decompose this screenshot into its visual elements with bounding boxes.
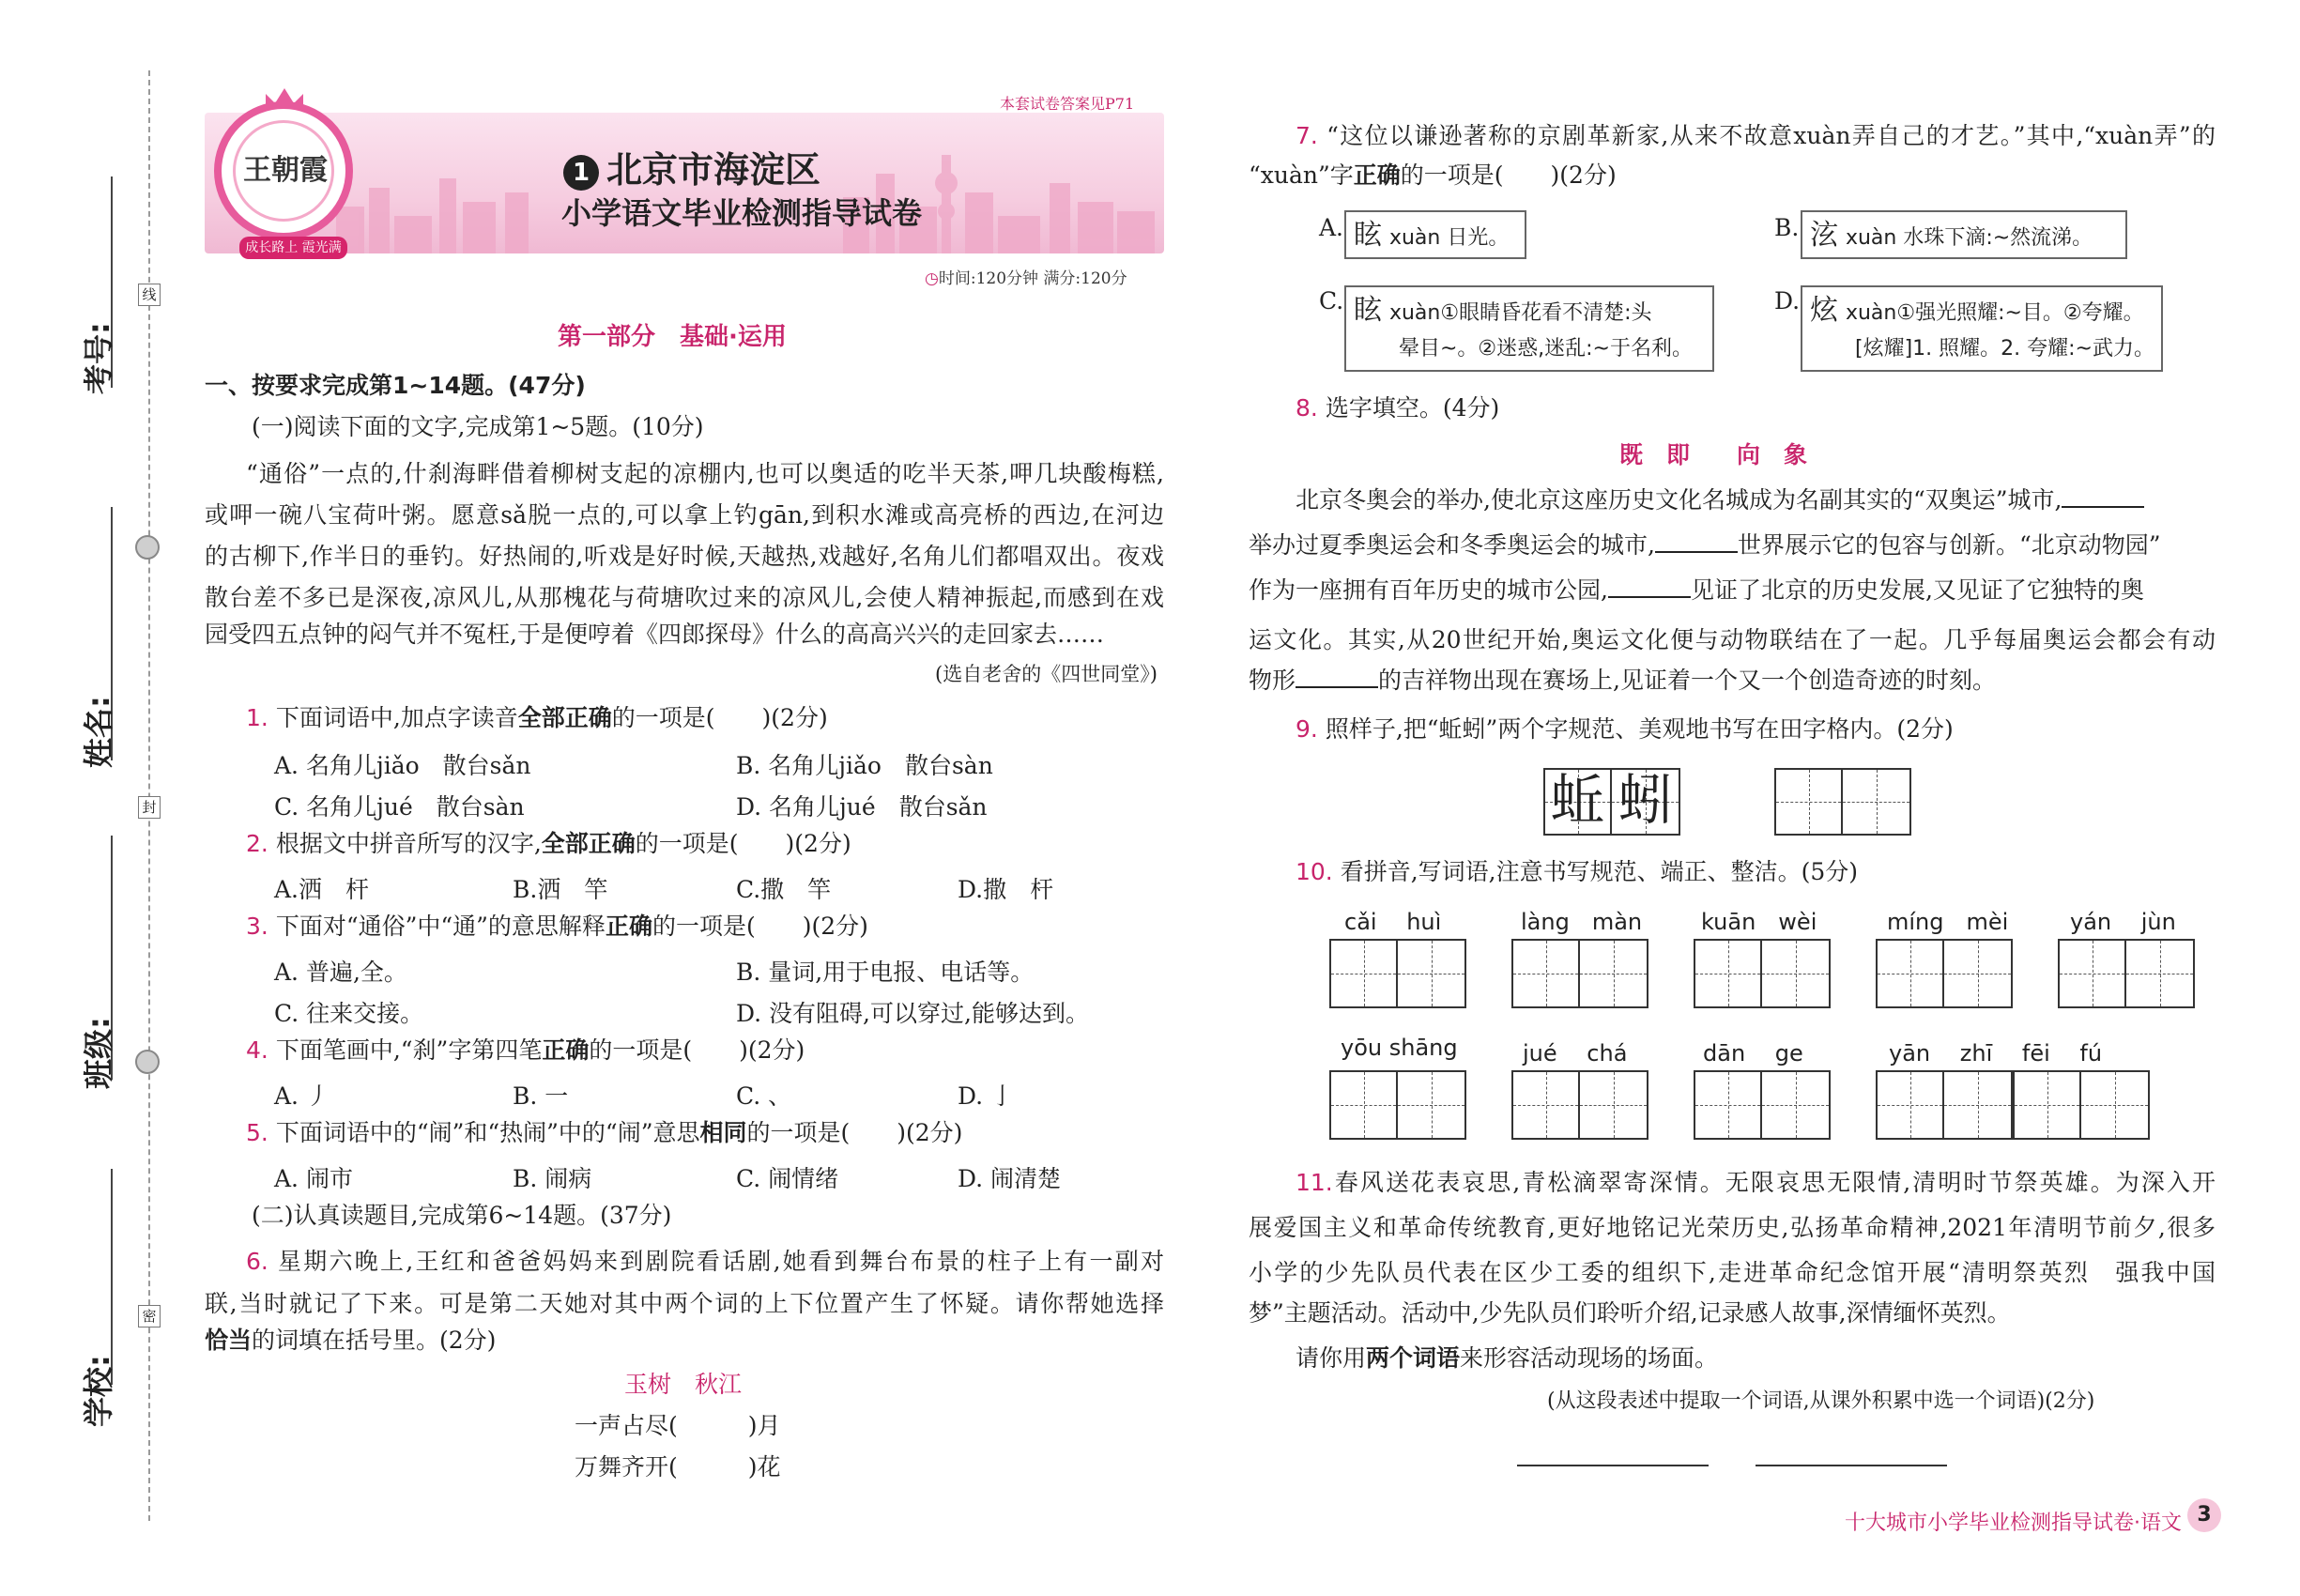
class-label: 班级: [81,1017,116,1089]
q8-passage-line: 物形 的吉祥物出现在赛场上,见证着一个又一个创造奇迹的时刻。 [1249,667,1996,694]
q8-passage-line: 运文化。其实,从20世纪开始,奥运文化便与动物联结在了一起。几乎每届奥运会都会有动 [1249,626,2216,653]
clock-icon: ◷ [925,269,939,288]
q8-passage-line: 作为一座拥有百年历史的城市公园, 见证了北京的历史发展,又见证了它独特的奥 [1249,576,2144,604]
q7-option-a-label[interactable]: A. [1319,214,1344,241]
paper-region: 北京市海淀区 [606,149,821,191]
q10-pinyin: cǎi huì [1344,909,1442,935]
paper-number-badge: 1 [563,155,599,191]
question-6: 6. 星期六晚上,王红和爸爸妈妈来到剧院看话剧,她看到舞台布景的柱子上有一副对 [246,1248,1164,1275]
q10-writing-grid[interactable] [1511,1070,1648,1140]
q1-option-a[interactable]: A. 名角儿jiǎo 散台sǎn [274,752,531,779]
q10-pinyin: làng màn [1521,909,1643,935]
q1-option-b[interactable]: B. 名角儿jiǎo 散台sàn [736,752,993,779]
q10-writing-grid[interactable] [2058,939,2195,1008]
q3-option-d[interactable]: D. 没有阻碍,可以穿过,能够达到。 [736,1000,1089,1027]
q8-blank-1[interactable] [2062,489,2144,508]
q10-pinyin: kuān wèi [1701,909,1817,935]
question-7-line: “xuàn”字正确的一项是( )(2分) [1249,161,1617,189]
q9-sample-grid: 蚯 蚓 [1543,768,1680,836]
passage-line: 园受四五点钟的闷气并不冤枉,于是便哼着《四郎探母》什么的高高兴兴的走回家去…… [205,621,1104,648]
q8-choices: 既 即 向 象 [1619,441,1808,468]
part-title: 第一部分 基础·运用 [558,323,787,351]
q3-option-a[interactable]: A. 普遍,全。 [274,959,407,986]
passage-line: 的古柳下,作半日的垂钓。好热闹的,听戏是好时候,天越热,戏越好,名角儿们都唱双出。夜戏 [205,543,1164,570]
q10-pinyin: yān zhī fēi fú [1889,1040,2103,1067]
section-heading: 一、按要求完成第1~14题。(47分) [205,372,586,399]
q10-pinyin: jué chá [1523,1040,1628,1067]
question-5: 5. 下面词语中的“闹”和“热闹”中的“闹”意思相同的一项是( )(2分) [246,1119,963,1146]
question-2: 2. 根据文中拼音所写的汉字,全部正确的一项是( )(2分) [246,830,851,857]
q8-blank-2[interactable] [1655,534,1738,553]
time-score-info: ◷时间:120分钟 满分:120分 [925,269,1127,288]
subsection-1: (一)阅读下面的文字,完成第1~5题。(10分) [252,413,704,440]
question-11-line: 展爱国主义和革命传统教育,更好地铭记光荣历史,弘扬革命精神,2021年清明节前夕,很多 [1249,1214,2216,1241]
q7-option-a-box[interactable]: 眩 xuàn 日光。 [1344,210,1526,259]
q2-option-d[interactable]: D.撒 杆 [958,876,1054,903]
q5-option-c[interactable]: C. 闹情绪 [736,1165,839,1192]
passage-line: 或呷一碗八宝荷叶粥。愿意sǎ脱一点的,可以拿上钓gān,到积水滩或高亮桥的西边,在河边 [205,501,1164,529]
q6-couplet-line-1[interactable]: 一声占尽( )月 [575,1412,781,1439]
q10-writing-grid[interactable] [2013,1070,2150,1140]
q1-option-c[interactable]: C. 名角儿jué 散台sàn [274,793,525,821]
q10-pinyin: yōu shāng [1341,1035,1458,1061]
binding-hole [135,1050,160,1074]
question-3: 3. 下面对“通俗”中“通”的意思解释正确的一项是( )(2分) [246,913,868,940]
brand-slogan: 成长路上 霞光满天 [239,237,347,259]
q10-pinyin: dān ge [1703,1040,1803,1067]
exam-number-label: 考号: [81,322,116,394]
q6-couplet-line-2[interactable]: 万舞齐开( )花 [575,1453,781,1481]
paper-subtitle: 小学语文毕业检测指导试卷 [561,195,923,231]
question-11-ask: 请你用两个词语来形容活动现场的场面。 [1296,1344,1719,1372]
q10-writing-grid[interactable] [1876,1070,2013,1140]
subsection-2: (二)认真读题目,完成第6~14题。(37分) [252,1202,672,1229]
q10-writing-grid[interactable] [1876,939,2013,1008]
q6-word-choices: 玉树 秋江 [624,1371,743,1398]
q5-option-a[interactable]: A. 闹市 [274,1165,353,1192]
q10-writing-grid[interactable] [1329,1070,1466,1140]
q4-option-a[interactable]: A. 丿 [274,1082,330,1110]
brand-logo: 王朝霞 [214,101,353,240]
question-9: 9. 照样子,把“蚯蚓”两个字规范、美观地书写在田字格内。(2分) [1296,715,1954,743]
q8-blank-3[interactable] [1608,579,1691,598]
q5-option-b[interactable]: B. 闹病 [513,1165,592,1192]
q2-option-c[interactable]: C.撒 竿 [736,876,832,903]
name-label: 姓名: [81,696,116,768]
q2-option-b[interactable]: B.洒 竿 [513,876,608,903]
q10-pinyin: yán jùn [2070,909,2176,935]
question-10: 10. 看拼音,写词语,注意书写规范、端正、整洁。(5分) [1296,858,1859,885]
q11-answer-line-1[interactable] [1517,1465,1709,1466]
q3-option-c[interactable]: C. 往来交接。 [274,1000,424,1027]
q7-option-d-box[interactable]: 炫 xuàn①强光照耀:~目。②夸耀。 [炫耀]1. 照耀。2. 夸耀:~武力。 [1801,285,2163,372]
q2-option-a[interactable]: A.洒 杆 [274,876,370,903]
question-11-note: (从这段表述中提取一个词语,从课外积累中选一个词语)(2分) [1547,1389,2095,1413]
question-1: 1. 下面词语中,加点字读音全部正确的一项是( )(2分) [246,704,828,731]
binding-mark-xian: 线 [138,284,161,306]
q4-option-c[interactable]: C. 、 [736,1082,792,1110]
q3-option-b[interactable]: B. 量词,用于电报、电话等。 [736,959,1035,986]
q11-answer-line-2[interactable] [1756,1465,1947,1466]
question-11: 11.春风送花表哀思,青松滴翠寄深情。无限哀思无限情,清明时节祭英雄。为深入开 [1296,1169,2216,1196]
question-6-line: 联,当时就记了下来。可是第二天她对其中两个词的上下位置产生了怀疑。请你帮她选择 [205,1290,1164,1317]
question-4: 4. 下面笔画中,“刹”字第四笔正确的一项是( )(2分) [246,1036,805,1064]
school-line[interactable] [111,1169,113,1385]
q8-passage-line: 北京冬奥会的举办,使北京这座历史文化名城成为名副其实的“双奥运”城市, [1296,486,2144,514]
passage-line: 散台差不多已是深夜,凉风儿,从那槐花与荷塘吹过来的凉风儿,会使人精神振起,而感到在戏 [205,584,1164,611]
q7-option-b-label[interactable]: B. [1774,214,1800,241]
paper-title [563,141,820,192]
question-6-line: 恰当的词填在括号里。(2分) [205,1327,497,1354]
q7-option-d-label[interactable]: D. [1774,287,1801,315]
binding-mark-mi: 密 [138,1305,161,1327]
passage-line: “通俗”一点的,什刹海畔借着柳树支起的凉棚内,也可以奥适的吃半天茶,呷几块酸梅糕, [246,460,1164,487]
q10-writing-grid[interactable] [1694,1070,1831,1140]
question-8: 8. 选字填空。(4分) [1296,394,1500,422]
passage-source: (选自老舍的《四世同堂》) [935,663,1158,685]
q4-option-b[interactable]: B. 一 [513,1082,569,1110]
question-11-line: 梦”主题活动。活动中,少先队员们聆听介绍,记录感人故事,深情缅怀英烈。 [1249,1299,2011,1327]
answer-reference: 本套试卷答案见P71 [1000,95,1135,113]
binding-mark-feng: 封 [138,796,161,819]
q10-writing-grid[interactable] [1694,939,1831,1008]
q10-writing-grid[interactable] [1511,939,1648,1008]
binding-hole [135,535,160,560]
q8-passage-line: 举办过夏季奥运会和冬季奥运会的城市, 世界展示它的包容与创新。“北京动物园” [1249,531,2161,559]
question-7: 7. “这位以谦逊著称的京剧革新家,从来不故意xuàn弄自己的才艺。”其中,“xuàn弄”的 [1296,122,2216,149]
q4-option-d[interactable]: D. 亅 [958,1082,1015,1110]
q7-option-c-label[interactable]: C. [1319,287,1344,315]
footer-title: 十大城市小学毕业检测指导试卷·语文 [1845,1512,2182,1535]
q9-writing-grid[interactable] [1774,768,1911,836]
q7-option-c-box[interactable]: 眩 xuàn①眼睛昏花看不清楚:头 晕目~。②迷惑,迷乱:~于名利。 [1344,285,1714,372]
q1-option-d[interactable]: D. 名角儿jué 散台sǎn [736,793,988,821]
page-number: 3 [2187,1498,2221,1532]
q10-pinyin: míng mèi [1887,909,2009,935]
q8-blank-4[interactable] [1296,669,1378,688]
q5-option-d[interactable]: D. 闹清楚 [958,1165,1062,1192]
school-label: 学校: [81,1355,116,1427]
q7-option-b-box[interactable]: 泫 xuàn 水珠下滴:~然流涕。 [1801,210,2127,259]
q10-writing-grid[interactable] [1329,939,1466,1008]
question-11-line: 小学的少先队员代表在区少工委的组织下,走进革命纪念馆开展“清明祭英烈 强我中国 [1249,1259,2216,1286]
